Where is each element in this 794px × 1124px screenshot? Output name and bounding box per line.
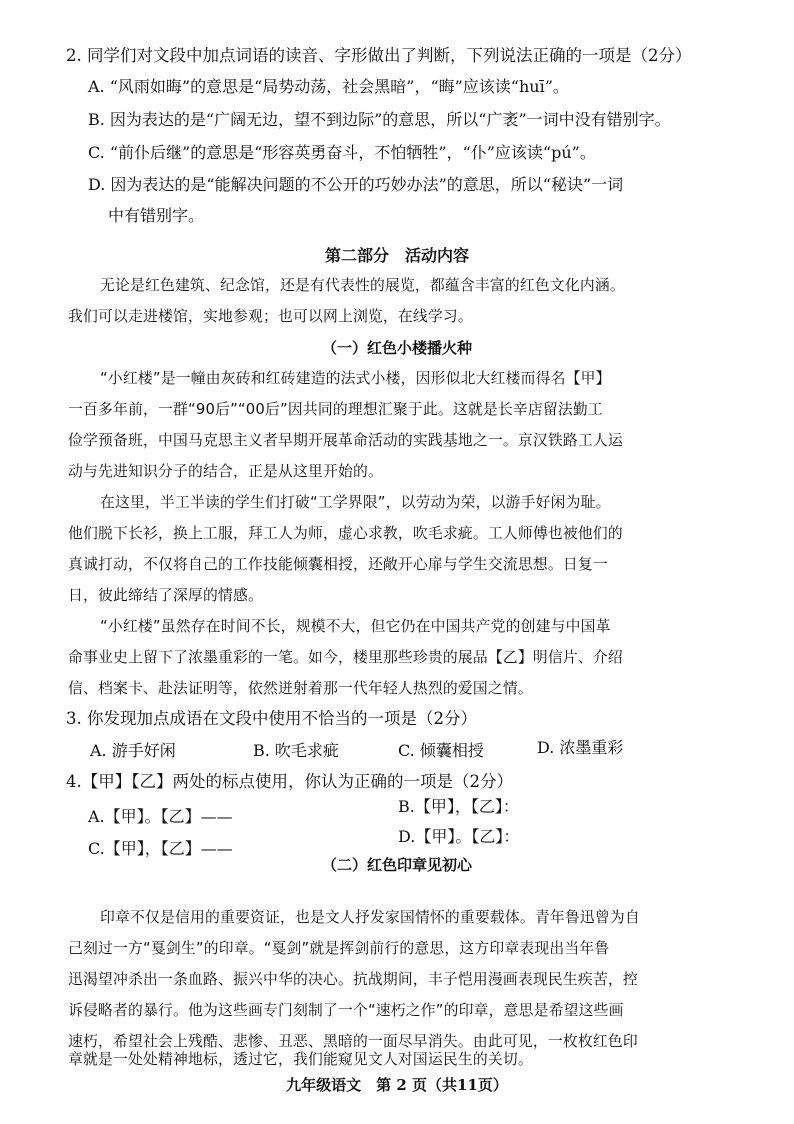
page-footer: 九年级语文 第 2 页（共11页）	[286, 1076, 508, 1094]
question-2-option-d: D. 因为表达的是“能解决问题的不公开的巧妙办法”的意思，所以“秘诀”一词	[88, 175, 624, 194]
section-1-p3-line-1: “小红楼”虽然存在时间不长，规模不大，但它仍在中国共产党的创建与中国革	[100, 618, 611, 635]
part-2-title: 第二部分 活动内容	[324, 246, 469, 265]
section-1-p1-line-3: 俭学预备班，中国马克思主义者早期开展革命活动的实践基地之一。京汉铁路工人运	[68, 432, 623, 449]
question-2-option-a: A. “风雨如晦”的意思是“局势动荡，社会黑暗”，“晦”应该读“huī”。	[88, 77, 569, 96]
question-4-option-b: B.【甲】，【乙】：	[398, 797, 519, 816]
question-2-option-c: C. “前仆后继”的意思是“形容英勇奋斗，不怕牺牲”，“仆”应该读“pú”。	[88, 143, 596, 162]
part-2-intro-line-1: 无论是红色建筑、纪念馆，还是有代表性的展览，都蕴含丰富的红色文化内涵。	[100, 277, 625, 294]
section-2-title: （二）红色印章见初心	[321, 856, 472, 874]
section-1-p2-line-1: 在这里，半工半读的学生们打破“工学界限”，以劳动为荣，以游手好闲为耻。	[100, 494, 611, 511]
section-2-p1-line-1: 印章不仅是信用的重要资证，也是文人抒发家国情怀的重要载体。青年鲁迅曾为自	[100, 909, 640, 926]
question-3-stem: 3. 你发现加点成语在文段中使用不恰当的一项是（2分）	[66, 709, 477, 728]
section-1-p3-line-2: 命事业史上留下了浓墨重彩的一笔。如今，楼里那些珍贵的展品【乙】明信片、介绍	[68, 649, 623, 666]
question-2-option-b: B. 因为表达的是“广阔无边，望不到边际”的意思，所以“广袤”一词中没有错别字。	[88, 110, 671, 129]
section-2-p1-line-5: 速朽，希望社会上残酷、悲惨、丑恶、黑暗的一面尽早消失。由此可见，一枚枚红色印	[68, 1033, 638, 1050]
section-1-p2-line-2: 他们脱下长衫，换上工服，拜工人为师，虚心求教，吹毛求疵。工人师傅也被他们的	[68, 525, 623, 542]
question-2-stem: 2. 同学们对文段中加点词语的读音、字形做出了判断，下列说法正确的一项是（2分）	[66, 46, 692, 65]
question-4-option-a: A.【甲】。【乙】——	[88, 807, 233, 826]
question-3-option-b: B. 吹毛求疵	[253, 741, 339, 760]
section-2-p1-line-3: 迅渴望冲杀出一条血路、振兴中华的决心。抗战期间，丰子恺用漫画表现民生疾苦，控	[68, 971, 638, 988]
question-4-option-c: C.【甲】，【乙】——	[88, 839, 233, 858]
question-4-stem: 4.【甲】【乙】两处的标点使用，你认为正确的一项是（2分）	[66, 772, 513, 791]
part-2-intro-line-2: 我们可以走进楼馆，实地参观；也可以网上浏览，在线学习。	[68, 308, 473, 325]
section-1-p1-line-2: 一百多年前，一群“90后”“00后”因共同的理想汇聚于此。这就是长辛店留法勤工	[68, 401, 603, 418]
section-2-p1-line-4: 诉侵略者的暴行。他为这些画专门刻制了一个“速朽之作”的印章，意思是希望这些画	[68, 1002, 624, 1019]
question-2-option-d-cont: 中有错别字。	[108, 206, 205, 225]
section-2-p1-line-2: 己刻过一方“戛剑生”的印章。“戛剑”就是挥剑前行的意思，这方印章表现出当年鲁	[68, 940, 610, 957]
section-1-p3-line-3: 信、档案卡、赴法证明等，依然迸射着那一代年轻人热烈的爱国之情。	[68, 680, 533, 697]
question-3-option-a: A. 游手好闲	[90, 741, 176, 760]
question-3-option-c: C. 倾囊相授	[398, 741, 484, 760]
question-4-option-d: D.【甲】。【乙】：	[398, 827, 520, 846]
section-1-p1-line-1: “小红楼”是一幢由灰砖和红砖建造的法式小楼，因形似北大红楼而得名【甲】	[100, 370, 611, 387]
question-3-option-d: D. 浓墨重彩	[537, 738, 624, 757]
section-1-p1-line-4: 动与先进知识分子的结合，正是从这里开始的。	[68, 463, 383, 480]
section-1-p2-line-3: 真诚打动，不仅将自己的工作技能倾囊相授，还敞开心扉与学生交流思想。日复一	[68, 556, 608, 573]
section-1-title: （一）红色小楼播火种	[321, 339, 472, 357]
section-1-p2-line-4: 日，彼此缔结了深厚的情感。	[68, 587, 263, 604]
section-2-p1-line-6: 章就是一处处精神地标，透过它，我们能窥见文人对国运民生的关切。	[68, 1051, 533, 1068]
